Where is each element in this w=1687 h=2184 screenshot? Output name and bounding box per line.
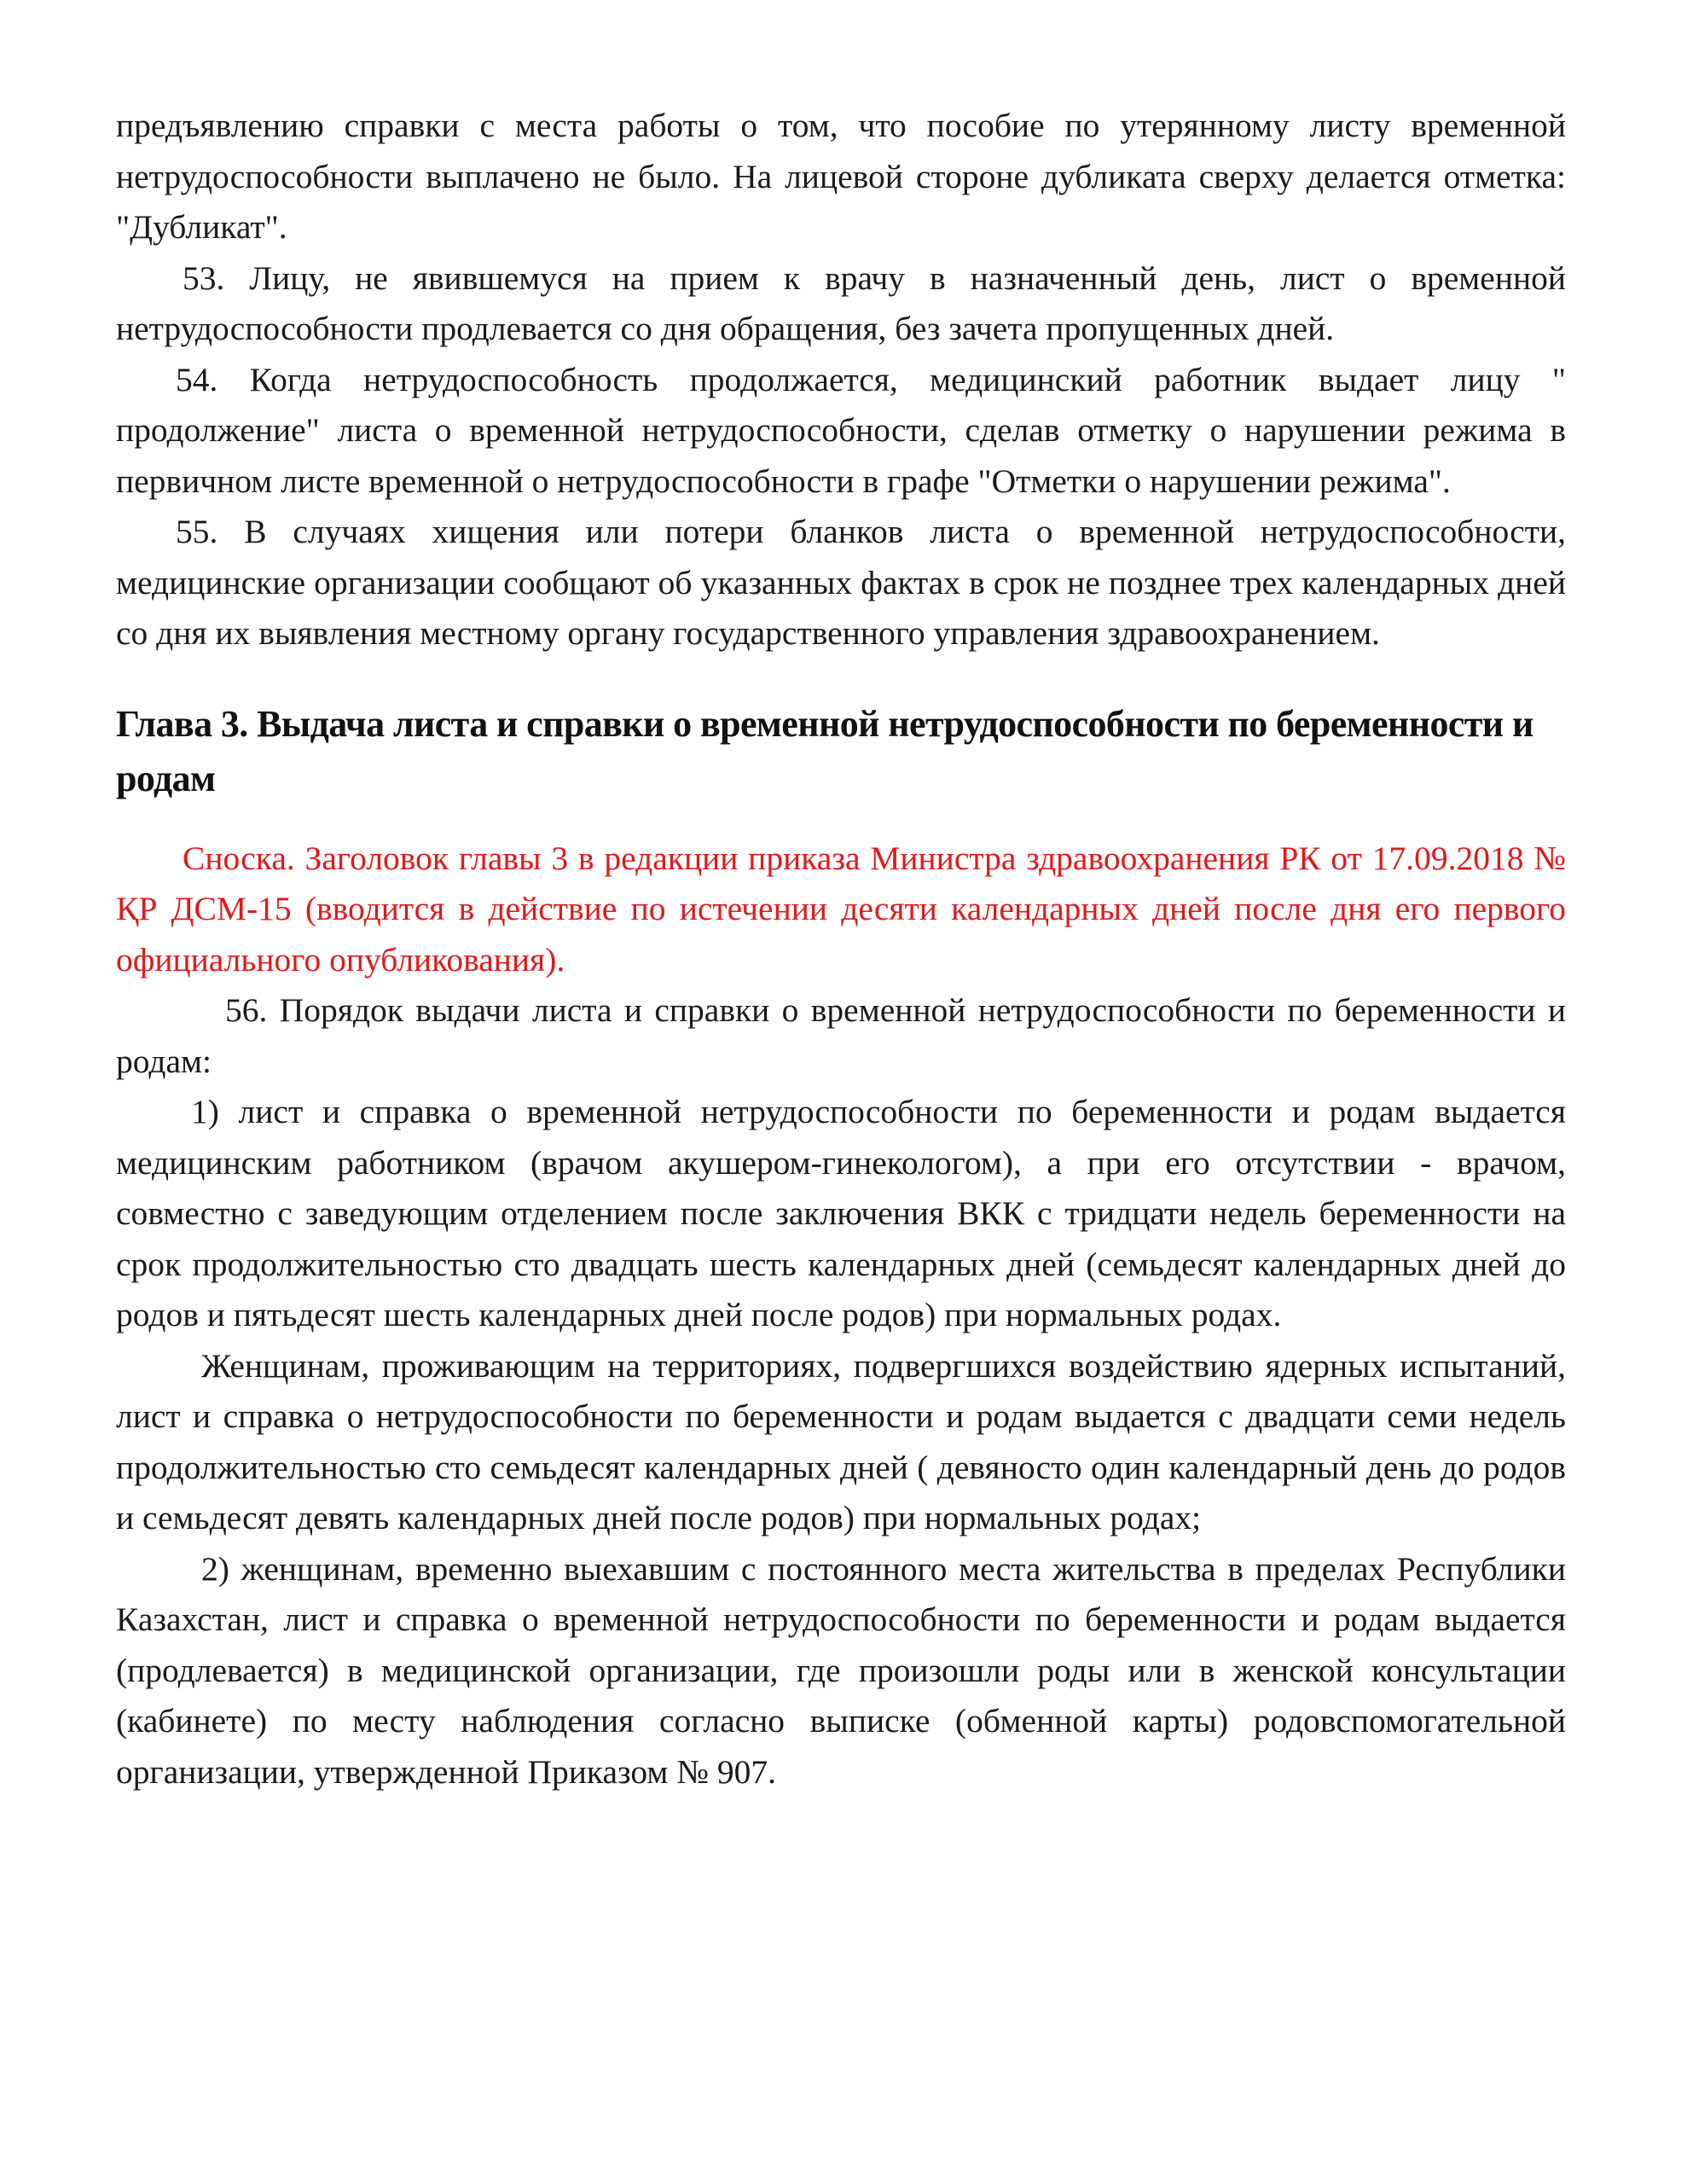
- footnote-note: Сноска. Заголовок главы 3 в редакции приказа Министра здравоохранения РК от 17.09.2018 № ҚР ДСМ-15 (вводится в действие по истечении десяти календарных дней после дня его первого официального опубликования).: [116, 839, 1566, 979]
- document-page: [116, 101, 1566, 1798]
- paragraph-56-item-1: 1) лист и справка о временной нетрудоспособности по беременности и родам выдается медицинским работником (врачом акушером-гинекологом), а при его отсутствии - врачом, совместно с заведующим отделением после заключения ВКК с тридцати недель беременности на срок продолжительностью сто двадцать шесть календарных дней (семьдесят календарных дней до родов и пятьдесят шесть календарных дней после родов) при нормальных родах.: [116, 1093, 1566, 1333]
- paragraph-53: 53. Лицу, не явившемуся на прием к врачу в назначенный день, лист о временной нетрудоспособности продлевается со дня обращения, без зачета пропущенных дней.: [116, 258, 1566, 347]
- chapter-heading: Глава 3. Выдача листа и справки о временной нетрудоспособности по беременности и родам: [116, 702, 1533, 799]
- paragraph-55: 55. В случаях хищения или потери бланков листа о временной нетрудоспособности, медицинские организации сообщают об указанных фактах в срок не позднее трех календарных дней со дня их выявления местному органу государственного управления здравоохранением.: [116, 513, 1566, 652]
- paragraph-56: 56. Порядок выдачи листа и справки о временной нетрудоспособности по беременности и родам:: [116, 991, 1566, 1080]
- paragraph-duplicate-continuation: предъявлению справки с места работы о том, что пособие по утерянному листу временной нетрудоспособности выплачено не было. На лицевой стороне дубликата сверху делается отметка: "Дубликат".: [116, 107, 1566, 246]
- paragraph-54: 54. Когда нетрудоспособность продолжается, медицинский работник выдает лицу " продолжение" листа о временной нетрудоспособности, сделав отметку о нарушении режима в первичном листе временной о нетрудоспособности в графе "Отметки о нарушении режима".: [116, 360, 1566, 500]
- paragraph-56-item-2: 2) женщинам, временно выехавшим с постоянного места жительства в пределах Республики Казахстан, лист и справка о временной нетрудоспособности по беременности и родам выдается (продлевается) в медицинской организации, где произошли роды или в женской консультации (кабинете) по месту наблюдения согласно выписке (обменной карты) родовспомогательной организации, утвержденной Приказом № 907.: [116, 1549, 1566, 1791]
- paragraph-nuclear-territories: Женщинам, проживающим на территориях, подвергшихся воздействию ядерных испытаний, лист и справка о нетрудоспособности по беременности и родам выдается с двадцати семи недель продолжительностью сто семьдесят календарных дней ( девяносто один календарный день до родов и семьдесят девять календарных дней после родов) при нормальных родах;: [116, 1346, 1566, 1536]
